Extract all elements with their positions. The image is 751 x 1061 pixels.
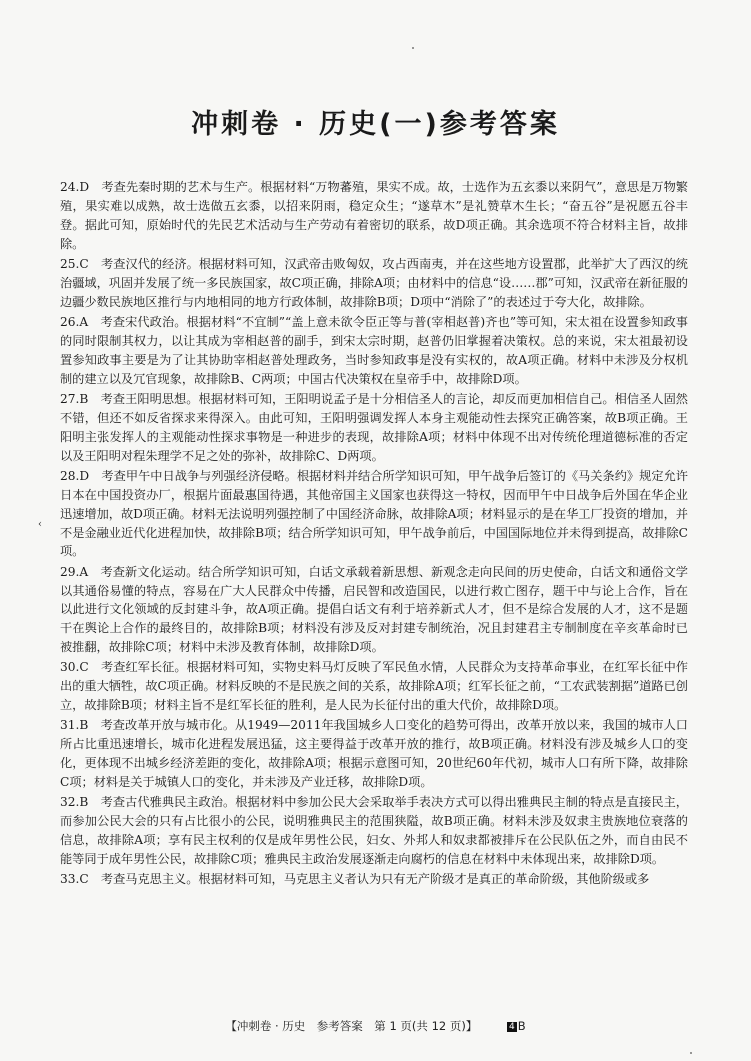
answer-item-31: 31.B 考查改革开放与城市化。从1949—2011年我国城乡人口变化的趋势可得出，改革开放以来，我国的城市人口所占比重迅速增长，城市化进程发展迅猛，这主要得益于改革开放的推行，故B项正确。材料没有涉及城乡人口的变化，更体现不出城乡经济差距的变化，故排除A项；根据示意图可知，20世纪60年代初，城市人口有所下降，故排除C项；材料是关于城镇人口的变化，并未涉及产业迁移，故排除D项。 — [60, 718, 688, 790]
paper-code — [507, 1019, 526, 1033]
answer-item-27: 27.B 考查王阳明思想。根据材料可知，王阳明说孟子是十分相信圣人的言论，却反而更加相信自己。相信圣人固然不错，但还不如反省探求来得深入。由此可知，王阳明强调发挥人本身主观能动性去探究正确答案，故B项正确。王阳明主张发挥人的主观能动性探求事物是一种进步的表现，故排除A项；材料中体现不出对传统伦理道德标准的否定以及王阳明对程朱理学不足之处的弥补，故排除C、D两项。 — [60, 391, 688, 463]
scan-speck — [412, 47, 414, 49]
paper-code-suffix: B — [517, 1019, 526, 1033]
answer-item-28: 28.D 考查甲午中日战争与列强经济侵略。根据材料并结合所学知识可知，甲午战争后签订的《马关条约》规定允许日本在中国投资办厂，根据片面最惠国待遇，其他帝国主义国家也获得这一特权，因而甲午中日战争后外国在华企业迅速增加，故D项正确。材料无法说明列强控制了中国经济命脉，故排除A项；材料显示的是在华工厂投资的增加，并不是金融业近代化进程加快，故排除B项；结合所学知识可知，甲午战争前后，中国国际地位并未得到提高，故排除C项。 — [60, 468, 688, 559]
answer-item-24: 24.D 考查先秦时期的艺术与生产。根据材料“万物蕃殖，果实不成。故，士选作为五玄黍以来阴气”，意思是万物繁殖，果实难以成熟，故士选做五玄黍，以招来阴雨，稳定众生；“遂草木”是礼赞草木生长；“奋五谷”是祝愿五谷丰登。据此可知，原始时代的先民艺术活动与生产劳动有着密切的联系，故D项正确。其余选项不符合材料主旨，故排除。 — [60, 180, 688, 251]
answer-item-26: 26.A 考查宋代政治。根据材料“不宜制”“盖上意未欲令臣正等与普(宰相赵普)齐也”等可知，宋太祖在设置参知政事的同时限制其权力，以让其成为宰相赵普的副手，到宋太宗时期，赵普仍旧掌握着决策权。总的来说，宋太祖最初设置参知政事主要是为了让其协助宰相赵普处理政务，当时参知政事是没有实权的，故A项正确。材料中未涉及分权机制的建立以及冗官现象，故排除B、C两项；中国古代决策权在皇帝手中，故排除D项。 — [60, 314, 688, 386]
answer-item-30: 30.C 考查红军长征。根据材料可知，实物史料马灯反映了军民鱼水情，人民群众为支持革命事业，在红军长征中作出的重大牺牲，故C项正确。材料反映的不是民族之间的关系，故排除A项；红军长征之前，“工农武装割据”道路已创立，故排除B项；材料主旨不是红军长征的胜利，是人民为长征付出的重大代价，故排除D项。 — [60, 660, 688, 713]
page-footer — [0, 1018, 751, 1034]
scan-speck — [690, 1052, 692, 1054]
page-title: 冲刺卷 · 历史(一)参考答案 — [191, 109, 560, 140]
answer-item-33: 33.C 考查马克思主义。根据材料可知，马克思主义者认为只有无产阶级才是真正的革命阶级，其他阶级或多 — [60, 872, 650, 887]
answer-item-29: 29.A 考查新文化运动。结合所学知识可知，白话文承载着新思想、新观念走向民间的历史使命，白话文和通俗文学以其通俗易懂的特点，容易在广大人民群众中传播，启民智和改造国民，以进行救亡图存，题干中与论上合作，旨在以此进行文化领域的反封建斗争，故A项正确。提倡白话文有利于培养新式人才，但不是综合发展的人才，这不是题干在舆论上合作的最终目的，故排除B项；材料没有涉及反对封建专制统治，况且封建君主专制制度在辛亥革命时已被推翻，故排除C项；材料中未涉及教育体制，故排除D项。 — [60, 564, 688, 655]
answer-list — [60, 178, 688, 891]
answer-item-25: 25.C 考查汉代的经济。根据材料可知，汉武帝击败匈奴，攻占西南夷，并在这些地方设置郡，此举扩大了西汉的统治疆域，巩固并发展了统一多民族国家，故C项正确，排除A项；由材料中的信息“设……郡”可知，汉武帝在新征服的边疆少数民族地区推行与内地相同的地方行政体制，故排除B项；D项中“消除了”的表述过于夸大化，故排除。 — [60, 256, 688, 309]
answer-item-32: 32.B 考查古代雅典民主政治。根据材料中参加公民大会采取举手表决方式可以得出雅典民主制的特点是直接民主，而参加公民大会的只有占比很小的公民，说明雅典民主的范围狭隘，故B项正确。材料未涉及奴隶主贵族地位衰落的信息，故排除A项；享有民主权利的仅是成年男性公民，妇女、外邦人和奴隶都被排斥在公民队伍之外，而自由民不能等同于成年男性公民，故排除C项；雅典民主政治发展逐渐走向腐朽的信息在材料中未体现出来，故排除D项。 — [60, 795, 688, 867]
footer-text: 【冲刺卷 · 历史 参考答案 第 1 页(共 12 页)】 — [225, 1019, 478, 1033]
paper-code-badge: 4 — [509, 1022, 515, 1032]
margin-mark: ‹ — [38, 519, 42, 530]
